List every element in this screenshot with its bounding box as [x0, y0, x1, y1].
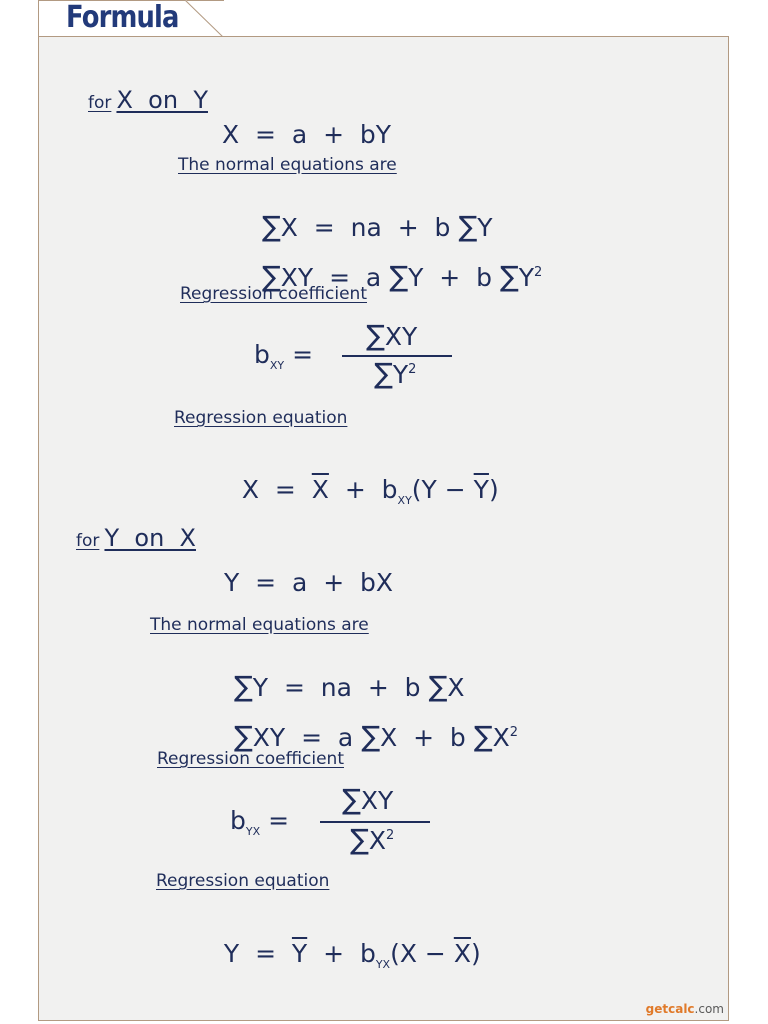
- tab-corner: [185, 0, 225, 38]
- section2-coef-denominator: $\sum X^2$: [350, 823, 395, 856]
- section2-heading: [76, 524, 196, 552]
- section1-coef-numerator: ∑XY: [366, 319, 418, 352]
- section1-coef-label: Regression coefficient: [180, 284, 367, 304]
- section1-for: for: [88, 93, 112, 113]
- section2-coef-label: Regression coefficient: [157, 749, 344, 769]
- section2-regression-equation: $Y = \overline{Y} + b_{YX}(X - \overline{X})$: [223, 939, 481, 971]
- section2-normal-label: The normal equations are: [150, 615, 369, 635]
- section1-normal-label: The normal equations are: [178, 155, 397, 175]
- section2-fraction-line: [320, 821, 430, 823]
- section2-coef-lhs: $b_{YX}$ =: [230, 806, 290, 838]
- section1-normal-eq2: ∑XY = a ∑Y + b $\sum Y^2$: [261, 260, 543, 293]
- section2-normal-eq1: ∑Y = na + b ∑X: [233, 670, 465, 703]
- getcalc-logo: getcalc.com: [645, 1002, 724, 1016]
- section2-title: Y on X: [104, 524, 196, 552]
- section1-regression-equation: $X = \overline{X} + b_{XY}(Y - \overline{Y})$: [241, 475, 499, 507]
- section2-normal-eq2: ∑XY = a ∑X + b $\sum X^2$: [233, 720, 519, 753]
- section1-heading: [88, 86, 208, 114]
- section1-eqn-label: Regression equation: [174, 408, 348, 428]
- section1-normal-eq1: ∑X = na + b ∑Y: [261, 210, 493, 243]
- section2-eqn-label: Regression equation: [156, 871, 330, 891]
- section2-for: for: [76, 531, 100, 551]
- sigma-symbol: ∑: [261, 210, 281, 243]
- section1-fraction-line: [342, 355, 452, 357]
- section2-coef-numerator: ∑XY: [342, 783, 394, 816]
- section1-title: X on Y: [116, 86, 208, 114]
- section1-coef-denominator: $\sum Y^2$: [374, 357, 417, 390]
- section2-main-equation: Y = a + bX: [224, 568, 394, 597]
- section1-coef-lhs: $b_{XY}$ =: [254, 340, 314, 372]
- section1-main-equation: X = a + bY: [222, 120, 392, 149]
- page-title: Formula: [66, 0, 179, 35]
